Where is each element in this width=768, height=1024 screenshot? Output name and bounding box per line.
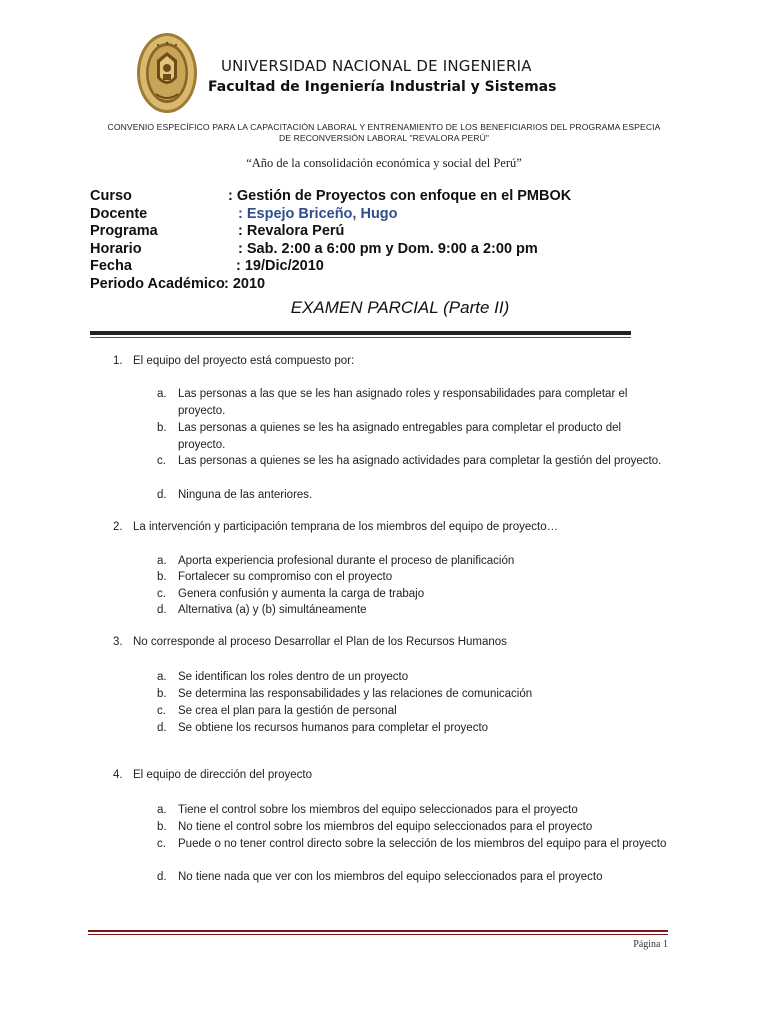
option-text: Se identifican los roles dentro de un proyecto — [178, 671, 409, 683]
option-1b — [157, 420, 669, 453]
university-seal-logo — [136, 32, 198, 114]
option-letter: b. — [157, 821, 167, 833]
option-text: Alternativa (a) y (b) simultáneamente — [178, 604, 367, 616]
option-text: Fortalecer su compromiso con el proyecto — [178, 571, 393, 583]
option-1d — [157, 487, 669, 504]
question-text: No corresponde al proceso Desarrollar el Plan de los Recursos Humanos — [133, 636, 507, 648]
option-1a — [157, 386, 669, 419]
info-label: Periodo Académico — [90, 275, 225, 292]
option-2d — [157, 602, 669, 619]
convenio-text — [70, 122, 698, 144]
university-name: UNIVERSIDAD NACIONAL DE INGENIERIA — [221, 57, 532, 75]
info-value: : Gestión de Proyectos con enfoque en el PMBOK — [228, 188, 572, 204]
option-text: Puede o no tener control directo sobre la selección de los miembros del equipo para el proyecto — [178, 838, 667, 850]
question-number: 1. — [113, 355, 123, 367]
option-text: Tiene el control sobre los miembros del equipo seleccionados para el proyecto — [178, 804, 578, 816]
option-2c — [157, 586, 669, 603]
question-text: El equipo del proyecto está compuesto por: — [133, 355, 355, 367]
question-text: El equipo de dirección del proyecto — [133, 769, 313, 781]
option-text: Se determina las responsabilidades y las relaciones de comunicación — [178, 688, 533, 700]
option-letter: c. — [157, 705, 166, 717]
option-3b — [157, 686, 669, 703]
option-4b — [157, 819, 669, 836]
exam-title: EXAMEN PARCIAL (Parte II) — [290, 298, 510, 317]
option-letter: d. — [157, 722, 167, 734]
footer-rule-thin — [88, 934, 668, 935]
option-letter: b. — [157, 422, 167, 434]
option-3d — [157, 720, 669, 737]
faculty-name: Facultad de Ingeniería Industrial y Sistemas — [208, 79, 557, 95]
question-number: 4. — [113, 769, 123, 781]
info-value: : Revalora Perú — [238, 223, 345, 240]
option-text: Se crea el plan para la gestión de personal — [178, 705, 397, 717]
option-4c — [157, 836, 669, 853]
info-value: : 19/Dic/2010 — [236, 258, 324, 275]
title-divider-thick — [90, 331, 631, 335]
info-value: : Sab. 2:00 a 6:00 pm y Dom. 9:00 a 2:00 pm — [238, 240, 538, 257]
option-letter: c. — [157, 588, 166, 600]
option-letter: a. — [157, 388, 167, 400]
option-text: No tiene nada que ver con los miembros del equipo seleccionados para el proyecto — [178, 871, 603, 883]
question-number: 3. — [113, 636, 123, 648]
info-label: Horario — [90, 240, 142, 257]
info-value-docente: : Espejo Briceño, Hugo — [238, 205, 398, 222]
convenio-line-1: CONVENIO ESPECÍFICO PARA LA CAPACITACIÓN LABORAL Y ENTRENAMIENTO DE LOS BENEFICIARIOS DEL PROGRAMA ESPECIA — [107, 122, 661, 132]
option-1c — [157, 453, 669, 470]
option-letter: b. — [157, 688, 167, 700]
footer-rule-thick — [88, 930, 668, 932]
title-divider-thin — [90, 337, 631, 338]
convenio-line-2: DE RECONVERSIÓN LABORAL "REVALORA PERÚ" — [278, 133, 490, 143]
option-3a — [157, 669, 669, 686]
year-motto: “Año de la consolidación económica y social del Perú” — [246, 156, 522, 170]
option-letter: a. — [157, 804, 167, 816]
info-label: Fecha — [90, 258, 132, 275]
option-4a — [157, 802, 669, 819]
option-text: No tiene el control sobre los miembros del equipo seleccionados para el proyecto — [178, 821, 593, 833]
option-letter: a. — [157, 671, 167, 683]
option-text: Genera confusión y aumenta la carga de trabajo — [178, 588, 425, 600]
option-text: Las personas a las que se les han asignado roles y responsabilidades para completar el proyecto. — [178, 388, 628, 417]
option-letter: d. — [157, 489, 167, 501]
option-letter: c. — [157, 838, 166, 850]
option-text: Ninguna de las anteriores. — [178, 489, 313, 501]
option-text: Aporta experiencia profesional durante el proceso de planificación — [178, 555, 515, 567]
option-letter: d. — [157, 871, 167, 883]
option-3c — [157, 703, 669, 720]
page-number: Página 1 — [633, 939, 668, 950]
option-letter: a. — [157, 555, 167, 567]
info-label: Programa — [90, 223, 158, 240]
question-number: 2. — [113, 521, 123, 533]
option-text: Las personas a quienes se les ha asignado entregables para completar el producto del proyecto. — [178, 422, 622, 451]
option-letter: b. — [157, 571, 167, 583]
question-text: La intervención y participación temprana de los miembros del equipo de proyecto… — [133, 521, 559, 533]
option-2b — [157, 569, 669, 586]
option-letter: c. — [157, 455, 166, 467]
option-2a — [157, 553, 669, 570]
info-value: : 2010 — [224, 275, 266, 292]
info-label: Docente — [90, 205, 148, 222]
option-4d — [157, 869, 669, 886]
option-text: Se obtiene los recursos humanos para completar el proyecto — [178, 722, 489, 734]
info-label: Curso — [90, 188, 132, 204]
option-letter: d. — [157, 604, 167, 616]
option-text: Las personas a quienes se les ha asignado actividades para completar la gestión del proyecto. — [178, 455, 662, 467]
